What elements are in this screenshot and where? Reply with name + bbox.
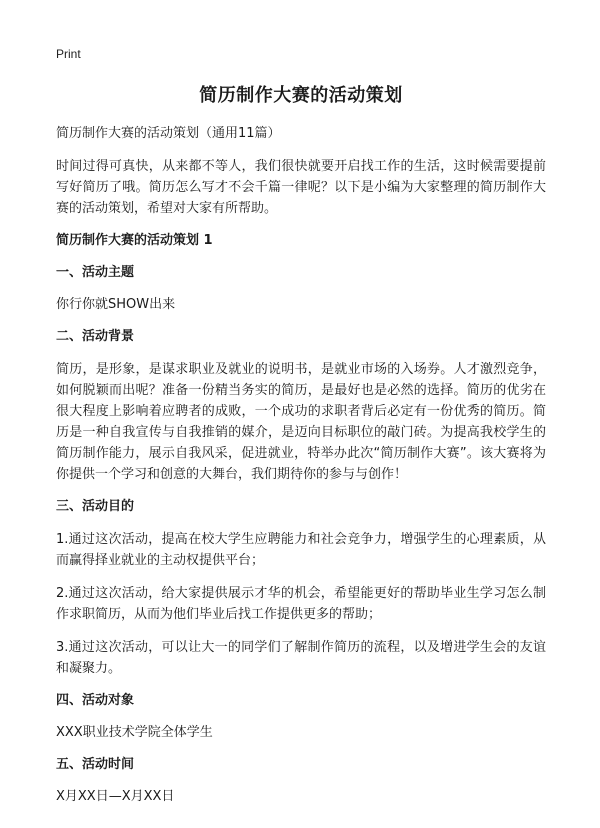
intro-paragraph: 时间过得可真快，从来都不等人，我们很快就要开启找工作的生活，这时候需要提前写好简历了哦。简历怎么写才不会千篇一律呢？以下是小编为大家整理的简历制作大赛的活动策划，希望对大家有所帮助。 <box>56 159 546 216</box>
purpose-item-1: 1.通过这次活动，提高在校大学生应聘能力和社会竞争力，增强学生的心理素质，从而赢得择业就业的主动权提供平台； <box>56 532 546 568</box>
section-title: 简历制作大赛的活动策划 1 <box>56 233 213 248</box>
heading-theme: 一、活动主题 <box>56 265 135 280</box>
purpose-item-3: 3.通过这次活动，可以让大一的同学们了解制作简历的流程，以及增进学生会的友谊和凝聚力。 <box>56 640 546 676</box>
heading-time: 五、活动时间 <box>56 757 135 772</box>
heading-background: 二、活动背景 <box>56 329 135 344</box>
heading-audience: 四、活动对象 <box>56 693 135 708</box>
theme-text: 你行你就SHOW出来 <box>56 297 176 312</box>
heading-purpose: 三、活动目的 <box>56 499 135 514</box>
document-subtitle: 简历制作大赛的活动策划（通用11篇） <box>56 126 281 141</box>
purpose-item-2: 2.通过这次活动，给大家提供展示才华的机会，希望能更好的帮助毕业生学习怎么制作求职简历，从而为他们毕业后找工作提供更多的帮助； <box>56 586 546 622</box>
print-link[interactable]: Print <box>56 47 81 61</box>
audience-text: XXX职业技术学院全体学生 <box>56 725 213 740</box>
time-text: X月XX日—X月XX日 <box>56 789 175 804</box>
document-title: 简历制作大赛的活动策划 <box>199 85 403 106</box>
background-paragraph: 简历，是形象，是谋求职业及就业的说明书，是就业市场的入场券。人才激烈竞争，如何脱颖而出呢？准备一份精当务实的简历，是最好也是必然的选择。简历的优劣在很大程度上影响着应聘者的成败，一个成功的求职者背后必定有一份优秀的简历。简历是一种自我宣传与自我推销的媒介，是迈向目标职位的敲门砖。为提高我校学生的简历制作能力，展示自我风采，促进就业，特举办此次“简历制作大赛”。该大赛将为你提供一个学习和创意的大舞台，我们期待你的参与与创作！ <box>56 362 546 482</box>
